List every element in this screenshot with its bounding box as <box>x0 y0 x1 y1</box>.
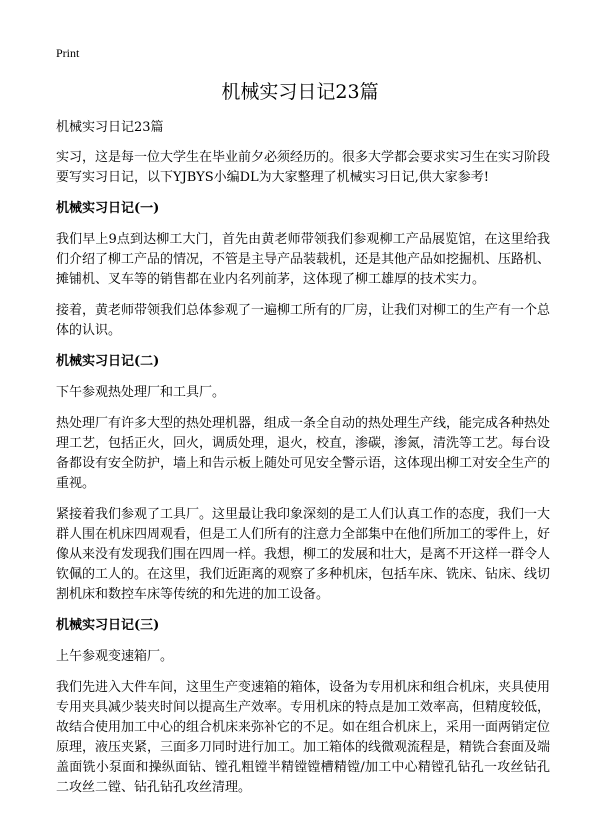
paragraph: 我们先进入大件车间，这里生产变速箱的箱体，设备为专用机床和组合机床，夹具使用专用夹具减少装夹时间以提高生产效率。专用机床的特点是加工效率高，但精度较低，故结合使用加工中心的组合机床来弥补它的不足。如在组合机床上，采用一面两销定位原理，液压夹紧，三面多刀同时进行加工。加工箱体的线微观流程是，精铣合套面及端盖面铣小泵面和操纵面钻、镗孔粗镗半精镗镗槽精镗/加工中心精镗孔钻孔一攻丝钻孔二攻丝二镗、钻孔钻孔攻丝清理。 <box>56 680 551 795</box>
intro-paragraph: 实习，这是每一位大学生在毕业前夕必须经历的。很多大学都会要求实习生在实习阶段要写实习日记，以下YJBYS小编DL为大家整理了机械实习日记,供大家参考! <box>56 150 551 185</box>
section-heading: 机械实习日记(二) <box>56 354 160 369</box>
paragraph: 接着，黄老师带领我们总体参观了一遍柳工所有的厂房，让我们对柳工的生产有一个总体的认识。 <box>56 303 551 338</box>
paragraph: 下午参观热处理厂和工具厂。 <box>56 385 226 400</box>
section-1 <box>56 199 550 341</box>
section-heading: 机械实习日记(三) <box>56 618 160 633</box>
document-subtitle: 机械实习日记23篇 <box>56 120 164 135</box>
paragraph: 上午参观变速箱厂。 <box>56 649 174 664</box>
print-link[interactable]: Print <box>56 46 80 60</box>
document-body <box>56 118 550 809</box>
section-heading: 机械实习日记(一) <box>56 201 160 216</box>
page-title: 机械实习日记23篇 <box>221 81 379 103</box>
section-3 <box>56 616 550 798</box>
paragraph: 我们早上9点到达柳工大门，首先由黄老师带领我们参观柳工产品展览馆，在这里给我们介绍了柳工产品的情况，不管是主导产品装载机，还是其他产品如挖掘机、压路机、摊铺机、叉车等的销售都在业内名列前茅，这体现了柳工雄厚的技术实力。 <box>56 232 551 287</box>
paragraph: 热处理厂有许多大型的热处理机器，组成一条全自动的热处理生产线，能完成各种热处理工艺，包括正火，回火，调质处理，退火，校直，渗碳，渗氮，清洗等工艺。每台设备都设有安全防护，墙上和告示板上随处可见安全警示语，这体现出柳工对安全生产的重视。 <box>56 416 551 491</box>
paragraph: 紧接着我们参观了工具厂。这里最让我印象深刻的是工人们认真工作的态度，我们一大群人围在机床四周观看，但是工人们所有的注意力全部集中在他们所加工的零件上，好像从来没有发现我们围在四周一样。我想，柳工的发展和壮大，是离不开这样一群令人钦佩的工人的。在这里，我们近距离的观察了多种机床，包括车床、铣床、钻床、线切割机床和数控车床等传统的和先进的加工设备。 <box>56 507 551 602</box>
section-2 <box>56 352 550 605</box>
